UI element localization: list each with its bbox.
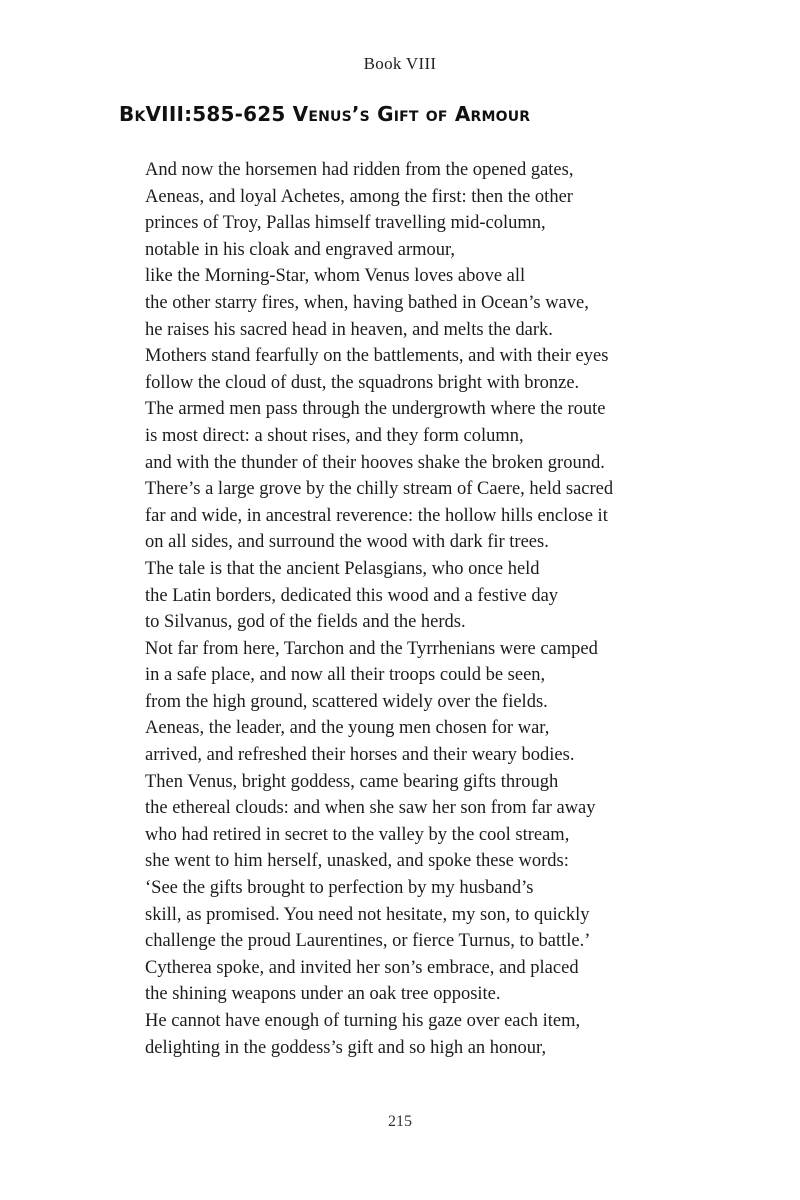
page-number: 215	[388, 1113, 412, 1130]
poem-line: delighting in the goddess’s gift and so high an honour,	[145, 1037, 547, 1058]
poem-line: princes of Troy, Pallas himself travelling mid-column,	[145, 213, 546, 234]
poem-line: Not far from here, Tarchon and the Tyrrhenians were camped	[145, 638, 598, 659]
poem-line: is most direct: a shout rises, and they form column,	[145, 425, 524, 446]
poem-line: challenge the proud Laurentines, or fierce Turnus, to battle.’	[145, 931, 591, 952]
poem-line: skill, as promised. You need not hesitate, my son, to quickly	[145, 904, 590, 925]
poem-text	[145, 157, 765, 1061]
poem-line: notable in his cloak and engraved armour,	[145, 239, 456, 260]
poem-line: And now the horsemen had ridden from the opened gates,	[145, 160, 574, 180]
poem-line: to Silvanus, god of the fields and the herds.	[145, 612, 466, 633]
poem-line: The tale is that the ancient Pelasgians, who once held	[145, 558, 540, 579]
poem-line: the Latin borders, dedicated this wood and a festive day	[145, 585, 559, 606]
poem-line: far and wide, in ancestral reverence: the hollow hills enclose it	[145, 505, 608, 526]
poem-line: The armed men pass through the undergrowth where the route	[145, 399, 606, 420]
poem-line: from the high ground, scattered widely over the fields.	[145, 691, 548, 712]
poem-line: who had retired in secret to the valley by the cool stream,	[145, 824, 570, 845]
poem-line: follow the cloud of dust, the squadrons bright with bronze.	[145, 372, 580, 393]
poem-line: the ethereal clouds: and when she saw her son from far away	[145, 798, 596, 819]
running-head: Book VIII	[363, 54, 437, 73]
poem-line: ‘See the gifts brought to perfection by my husband’s	[145, 878, 534, 899]
poem-line: Aeneas, and loyal Achetes, among the first: then the other	[145, 186, 573, 207]
poem-line: he raises his sacred head in heaven, and melts the dark.	[145, 319, 553, 340]
poem-line: Aeneas, the leader, and the young men chosen for war,	[145, 718, 550, 739]
poem-line: He cannot have enough of turning his gaze over each item,	[145, 1011, 581, 1031]
poem-line: in a safe place, and now all their troops could be seen,	[145, 665, 546, 686]
poem-line: and with the thunder of their hooves shake the broken ground.	[145, 452, 605, 473]
poem-line: There’s a large grove by the chilly stream of Caere, held sacred	[145, 479, 614, 500]
poem-line: the shining weapons under an oak tree opposite.	[145, 984, 501, 1005]
poem-line: like the Morning-Star, whom Venus loves above all	[145, 266, 526, 287]
poem-line: Then Venus, bright goddess, came bearing gifts through	[145, 771, 559, 792]
poem-line: Mothers stand fearfully on the battlements, and with their eyes	[145, 346, 609, 367]
poem-line: on all sides, and surround the wood with dark fir trees.	[145, 532, 549, 553]
section-heading: BkVIII:585-625 Venus’s Gift of Armour	[119, 102, 531, 126]
poem-line: she went to him herself, unasked, and spoke these words:	[145, 851, 569, 872]
poem-line: Cytherea spoke, and invited her son’s embrace, and placed	[145, 957, 579, 978]
poem-line: arrived, and refreshed their horses and their weary bodies.	[145, 745, 575, 766]
poem-line: the other starry fires, when, having bathed in Ocean’s wave,	[145, 292, 589, 313]
